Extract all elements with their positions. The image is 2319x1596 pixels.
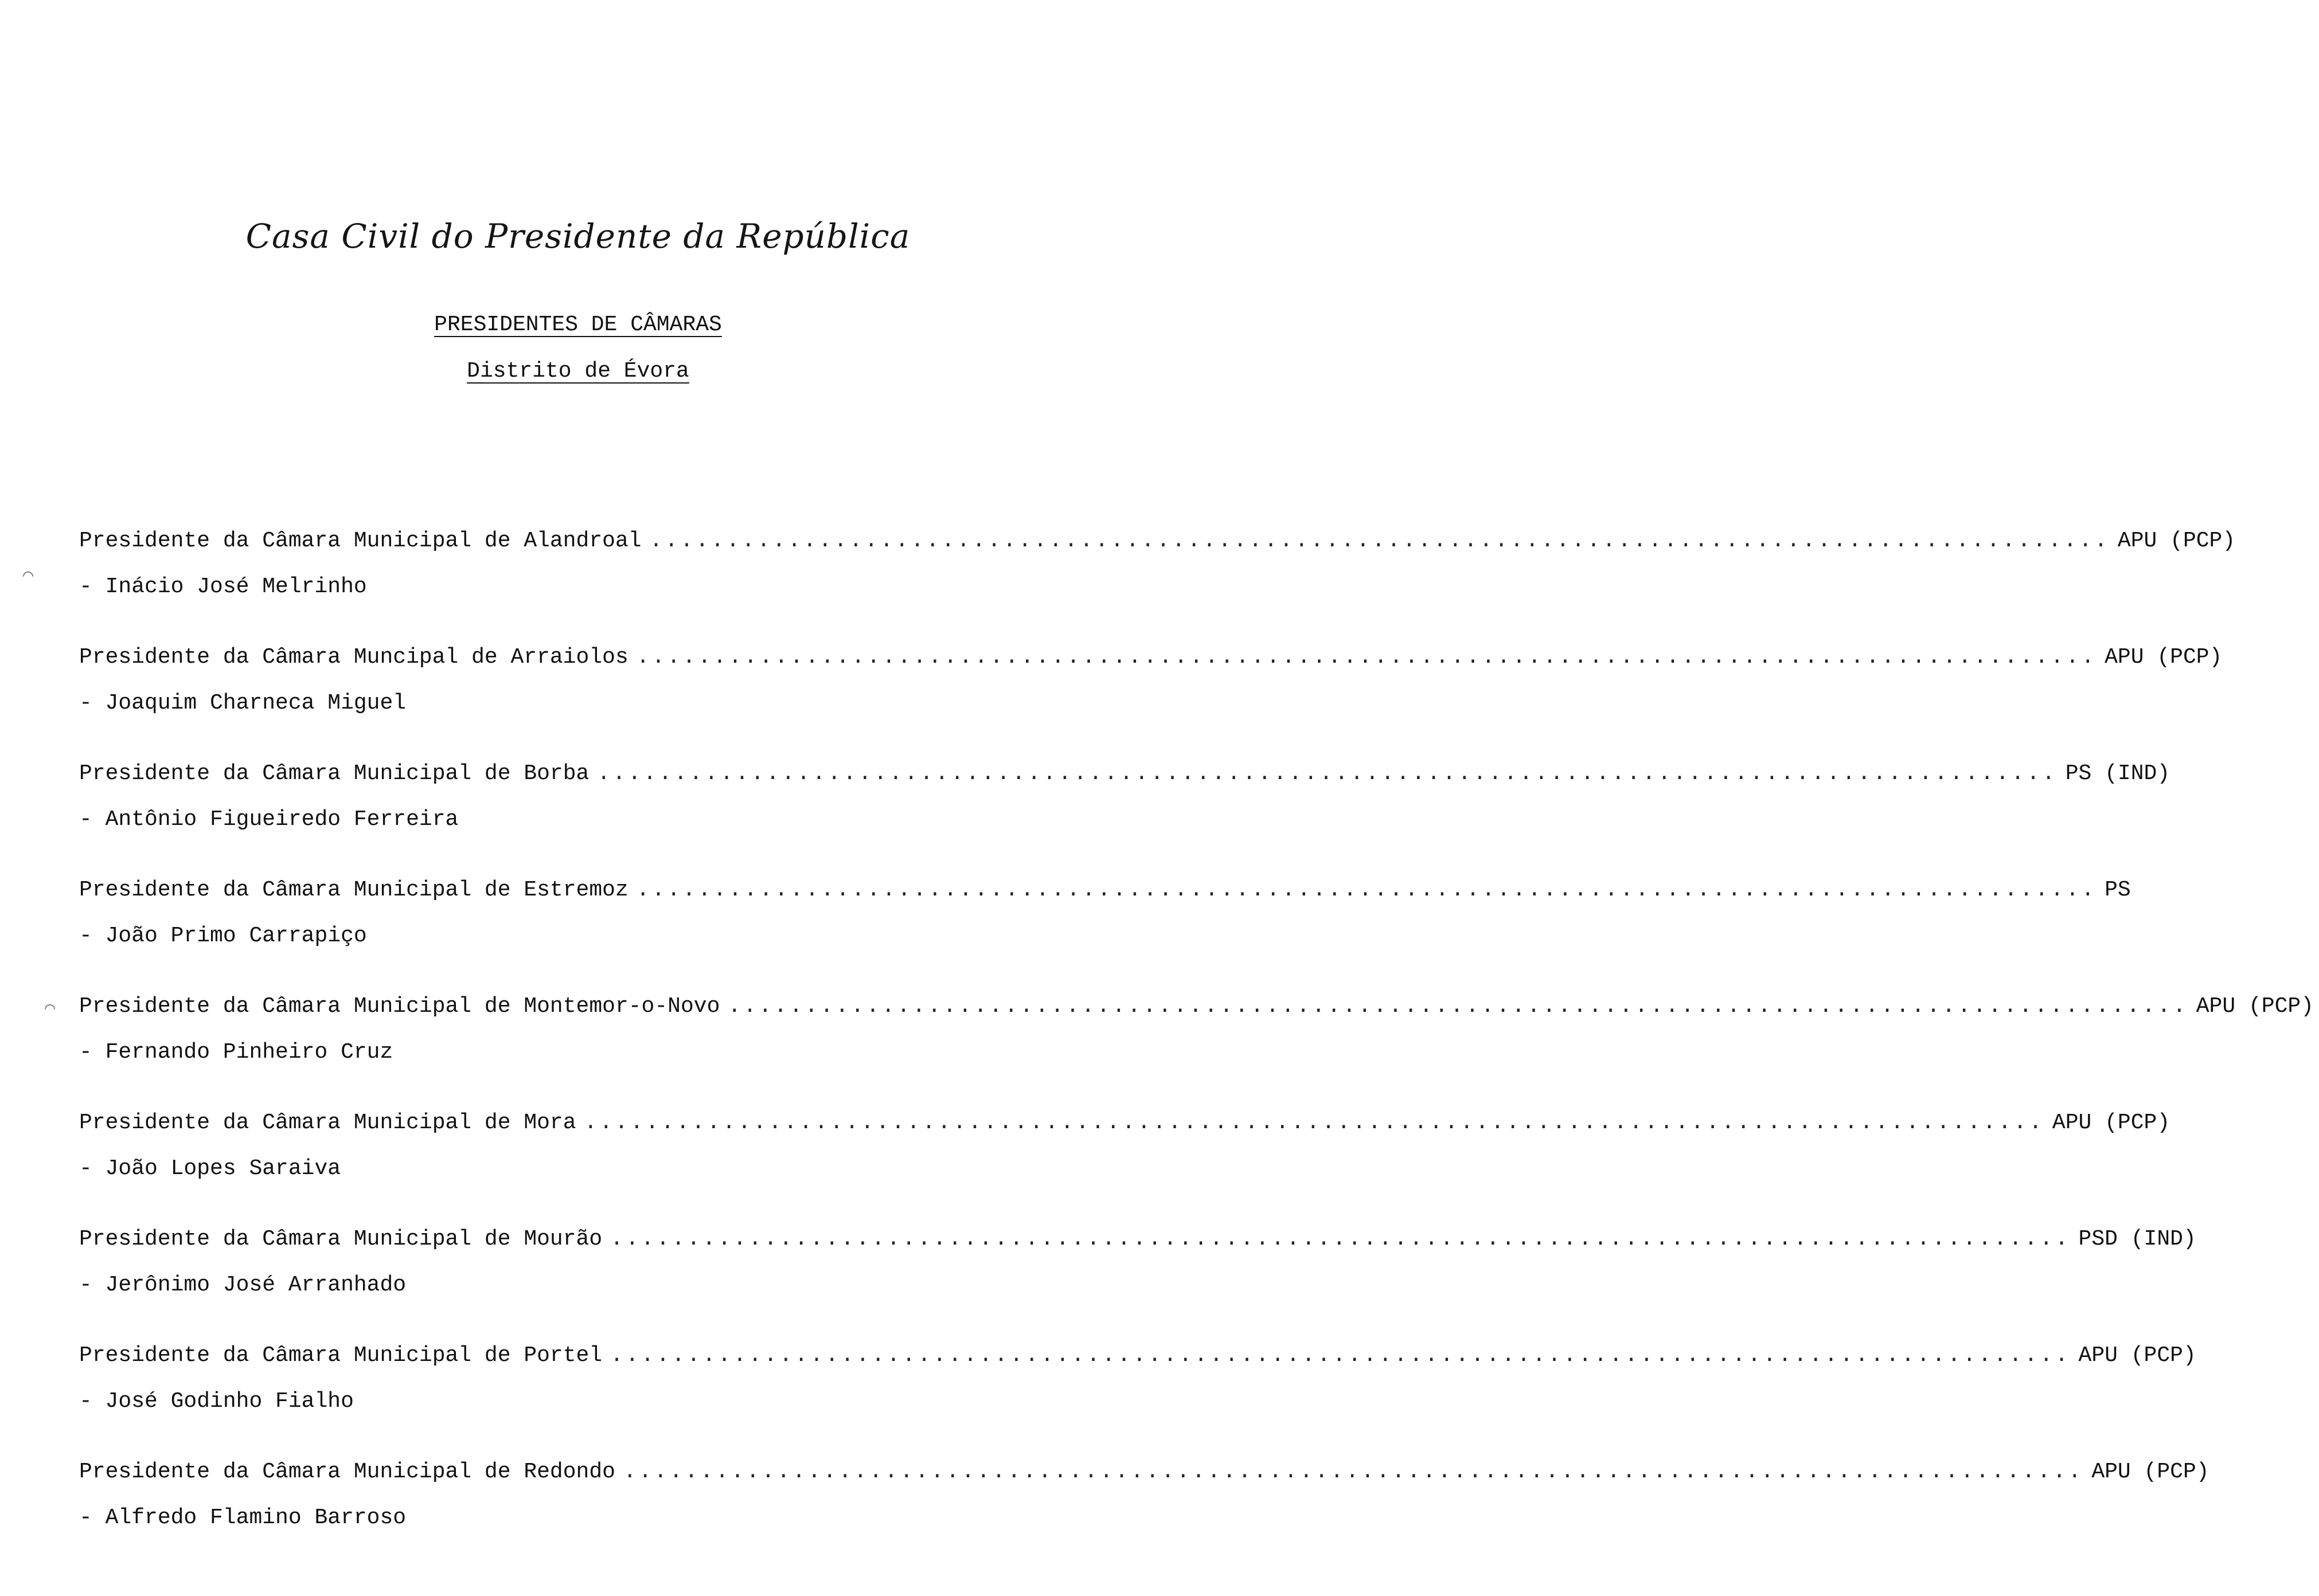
president-name: - Antônio Figueiredo Ferreira <box>79 807 459 832</box>
entry-line <box>79 645 2223 679</box>
leader-dots: ............................................................................................... <box>597 761 2058 786</box>
leader-dots: ............................................................................................... <box>584 1110 2044 1135</box>
list-item <box>79 761 2170 878</box>
party-label: APU (PCP) <box>2117 529 2236 553</box>
leader-dots: ............................................................................................... <box>610 1343 2071 1368</box>
entry-line <box>79 761 2170 796</box>
party-label: APU (PCP) <box>2196 994 2314 1019</box>
leader-dots: ............................................................................................... <box>623 1460 2084 1484</box>
party-label: APU (PCP) <box>2078 1343 2196 1368</box>
president-name: - Inácio José Melrinho <box>79 574 367 599</box>
list-item <box>79 645 2223 761</box>
party-label: APU (PCP) <box>2091 1460 2209 1484</box>
page-title: PRESIDENTES DE CÂMARAS <box>434 312 722 337</box>
entry-line <box>79 994 2314 1028</box>
leader-dots: ............................................................................................... <box>636 645 2097 670</box>
list-item <box>79 1460 2209 1576</box>
entry-label: Presidente da Câmara Municipal de Alandroal <box>79 529 642 553</box>
entry-line <box>79 1110 2170 1145</box>
party-label: PS (IND) <box>2065 761 2170 786</box>
leader-dots: ............................................................................................... <box>610 1227 2071 1251</box>
entry-label: Presidente da Câmara Municipal de Estremoz <box>79 878 628 902</box>
scan-artifact-mark: ⌒ <box>23 566 34 586</box>
president-name: - Jerônimo José Arranhado <box>79 1273 407 1297</box>
entry-line <box>79 1460 2209 1494</box>
list-item <box>79 529 2236 645</box>
leader-dots: ............................................................................................... <box>728 994 2188 1019</box>
party-label: PS <box>2105 878 2131 902</box>
entry-line <box>79 878 2131 912</box>
president-name: - Fernando Pinheiro Cruz <box>79 1040 393 1065</box>
president-name: - Joaquim Charneca Miguel <box>79 691 407 715</box>
leader-dots: ............................................................................................... <box>649 529 2110 553</box>
party-label: APU (PCP) <box>2052 1110 2170 1135</box>
president-name: - Alfredo Flamino Barroso <box>79 1505 407 1530</box>
leader-dots: ............................................................................................... <box>636 878 2097 902</box>
party-label: APU (PCP) <box>2105 645 2223 670</box>
president-name: - José Godinho Fialho <box>79 1389 354 1414</box>
entry-label: Presidente da Câmara Municipal de Mora <box>79 1110 576 1135</box>
entry-line <box>79 1227 2196 1261</box>
entry-list <box>79 529 2314 1576</box>
entry-line <box>79 1343 2196 1378</box>
scan-artifact-mark: ⌒ <box>45 999 56 1019</box>
list-item <box>79 1343 2196 1460</box>
party-label: PSD (IND) <box>2078 1227 2196 1251</box>
letterhead-logo: Casa Civil do Presidente da República <box>245 217 911 256</box>
list-item <box>79 1110 2170 1227</box>
list-item <box>79 1227 2196 1343</box>
list-item <box>79 994 2314 1110</box>
president-name: - João Lopes Saraiva <box>79 1156 341 1181</box>
entry-label: Presidente da Câmara Muncipal de Arraiolos <box>79 645 628 670</box>
entry-label: Presidente da Câmara Municipal de Borba <box>79 761 589 786</box>
list-item <box>79 878 2131 994</box>
entry-label: Presidente da Câmara Municipal de Montemor-o-Novo <box>79 994 720 1019</box>
president-name: - João Primo Carrapiço <box>79 924 367 948</box>
entry-label: Presidente da Câmara Municipal de Mourão <box>79 1227 603 1251</box>
entry-line <box>79 529 2236 563</box>
entry-label: Presidente da Câmara Municipal de Redondo <box>79 1460 615 1484</box>
page-subtitle: Distrito de Évora <box>467 359 689 384</box>
entry-label: Presidente da Câmara Municipal de Portel <box>79 1343 603 1368</box>
